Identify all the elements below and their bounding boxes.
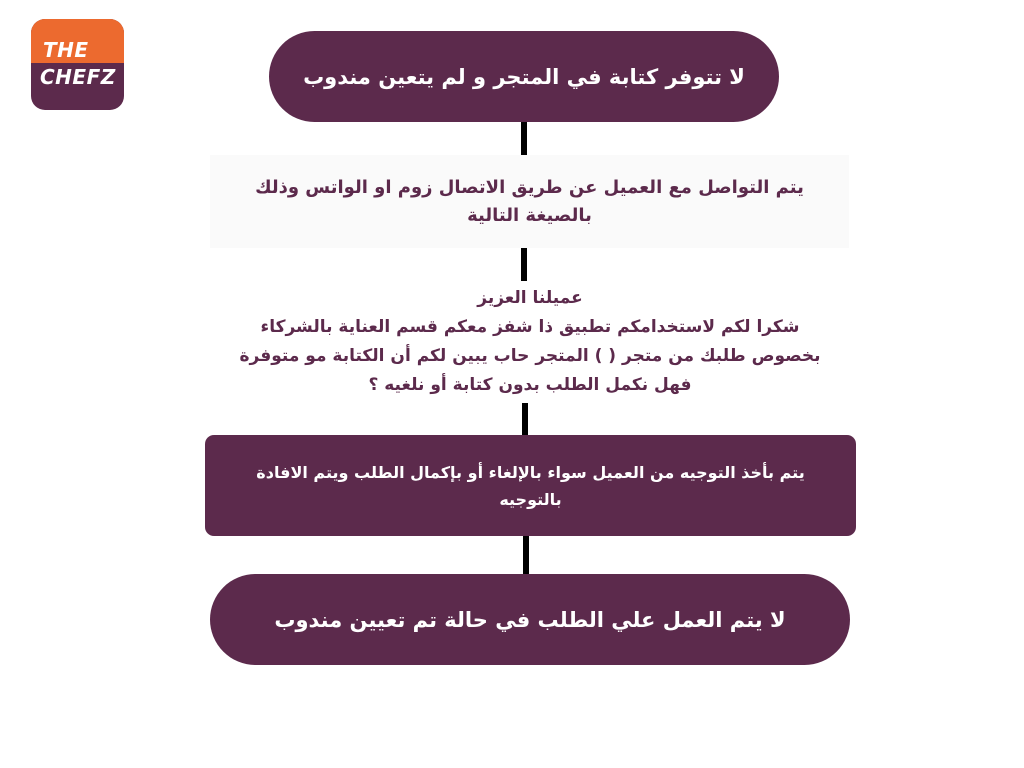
message-thanks: شكرا لكم لاستخدامكم تطبيق ذا شفز معكم قسم العناية بالشركاء: [260, 317, 800, 337]
connector-3: [522, 403, 528, 435]
flow-step-customer-direction-text: يتم بأخذ التوجيه من العميل سواء بالإلغاء أو بإكمال الطلب ويتم الافادة بالتوجيه: [256, 462, 805, 509]
flow-step-driver-assigned: [210, 574, 850, 665]
message-question: فهل نكمل الطلب بدون كتابة أو نلغيه ؟: [368, 375, 692, 395]
flow-step-driver-assigned-text: لا يتم العمل علي الطلب في حالة تم تعيين مندوب: [274, 607, 786, 632]
message-store-note: بخصوص طلبك من متجر ( ) المتجر حاب يبين لكم أن الكتابة مو متوفرة: [239, 346, 821, 366]
flow-step-no-writing: [269, 31, 779, 122]
flow-step-contact-customer-text: يتم التواصل مع العميل عن طريق الاتصال زوم او الواتس وذلك بالصيغة التالية: [255, 176, 804, 226]
brand-logo: [31, 19, 124, 110]
flow-message-template: [180, 283, 880, 401]
flow-step-customer-direction: [205, 435, 856, 536]
logo-text-the: THE: [43, 38, 89, 62]
connector-2: [521, 248, 527, 281]
flow-step-no-writing-text: لا تتوفر كتابة في المتجر و لم يتعين مندوب: [303, 64, 745, 89]
message-greeting: عميلنا العزيز: [477, 288, 583, 308]
connector-1: [521, 122, 527, 155]
flow-step-contact-customer: [210, 155, 849, 248]
logo-text-chefz: CHEFZ: [40, 65, 116, 89]
connector-4: [523, 536, 529, 574]
